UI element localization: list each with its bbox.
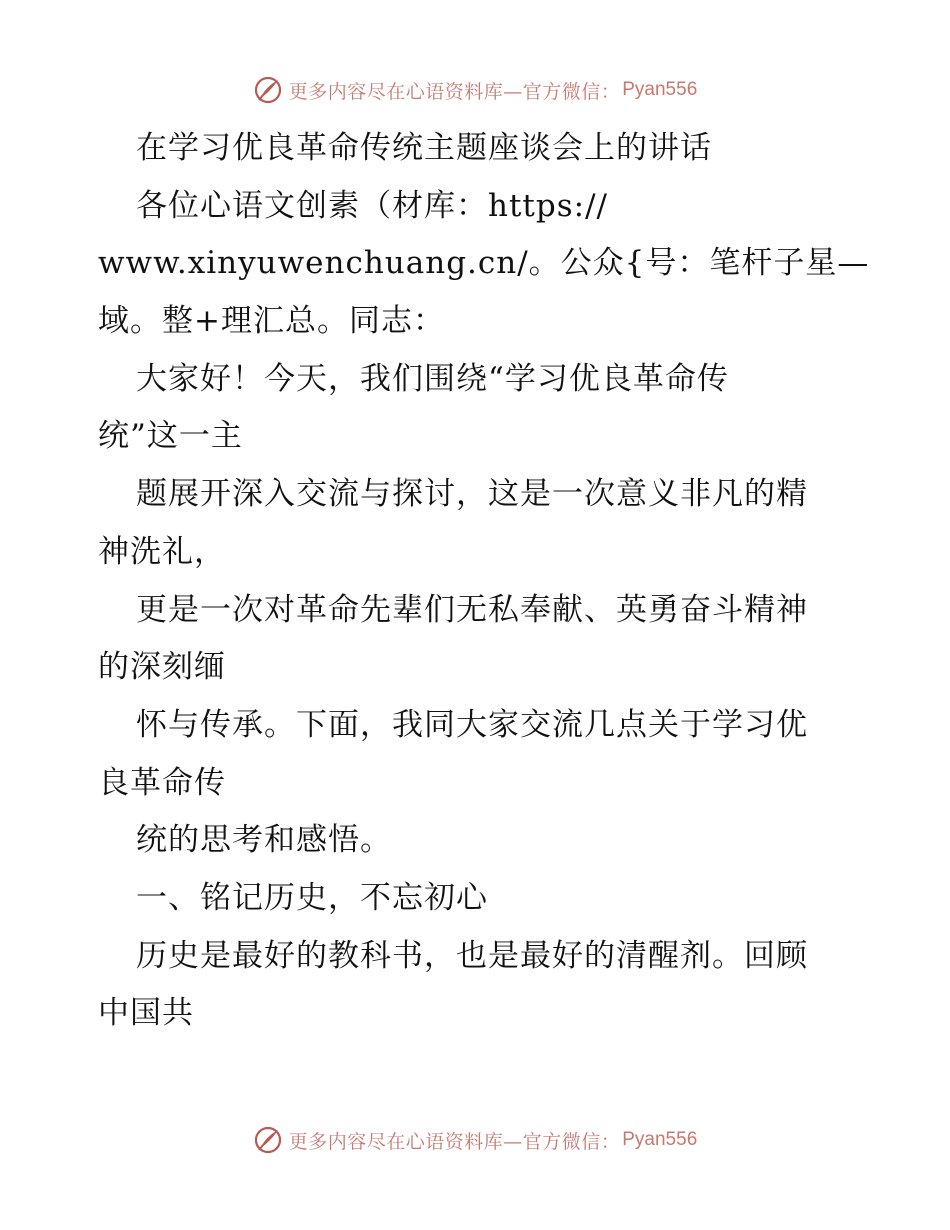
text-line: 更是一次对革命先辈们无私奉献、英勇奋斗精神 xyxy=(136,591,808,628)
header-watermark-banner xyxy=(0,70,950,110)
text-line: www.xinyuwenchuang.cn/。公众{号：笔杆子星— xyxy=(98,245,870,282)
text-line: 的深刻缅 xyxy=(98,649,226,686)
text-line: 大家好！今天，我们围绕“学习优良革命传 xyxy=(136,360,729,397)
footer-banner-text: 更多内容尽在心语资料库—官方微信： xyxy=(288,1130,621,1153)
header-wechat-id: Pyan556 xyxy=(622,79,698,100)
text-line: 各位心语文创素（材库：https:// xyxy=(136,187,608,224)
text-line: 历史是最好的教科书，也是最好的清醒剂。回顾 xyxy=(136,937,808,974)
section-heading: 一、铭记历史，不忘初心 xyxy=(136,879,488,916)
feather-pen-logo-icon xyxy=(253,75,283,105)
text-line: 统”这一主 xyxy=(98,418,243,455)
document-body xyxy=(98,120,870,1043)
footer-watermark-banner xyxy=(0,1120,950,1160)
text-line: 良革命传 xyxy=(98,764,226,801)
feather-pen-logo-icon xyxy=(253,1125,283,1155)
text-line: 统的思考和感悟。 xyxy=(136,822,392,859)
footer-wechat-id: Pyan556 xyxy=(622,1129,698,1150)
text-line: 域。整+理汇总。同志： xyxy=(98,303,445,340)
text-line: 神洗礼， xyxy=(98,533,226,570)
document-title: 在学习优良革命传统主题座谈会上的讲话 xyxy=(136,130,712,166)
header-banner-text: 更多内容尽在心语资料库—官方微信： xyxy=(288,80,621,103)
text-line: 中国共 xyxy=(98,995,194,1032)
text-line: 怀与传承。下面，我同大家交流几点关于学习优 xyxy=(136,706,808,743)
text-line: 题展开深入交流与探讨，这是一次意义非凡的精 xyxy=(136,476,808,513)
